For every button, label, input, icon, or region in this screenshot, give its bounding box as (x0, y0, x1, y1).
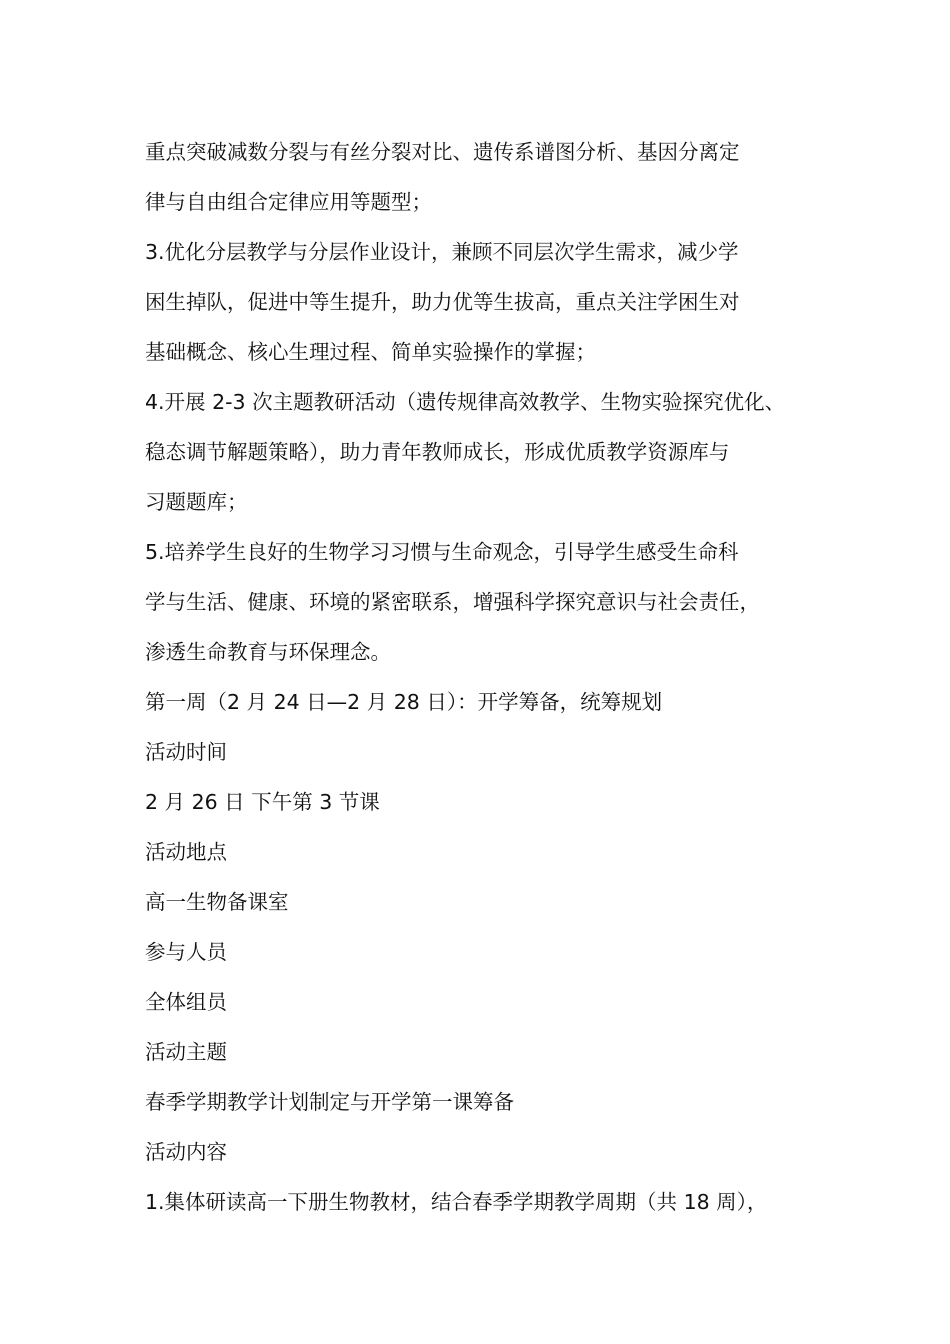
text-line: 习题题库； (145, 490, 248, 514)
text-line: 律与自由组合定律应用等题型； (145, 190, 432, 214)
text-line: 学与生活、健康、环境的紧密联系，增强科学探究意识与社会责任， (145, 590, 760, 614)
document-body (145, 127, 825, 1227)
text-line: 3.优化分层教学与分层作业设计，兼顾不同层次学生需求，减少学 (145, 240, 739, 264)
field-value-time: 2 月 26 日 下午第 3 节课 (145, 790, 380, 814)
field-value-theme: 春季学期教学计划制定与开学第一课筹备 (145, 1090, 514, 1114)
text-line: 5.培养学生良好的生物学习习惯与生命观念，引导学生感受生命科 (145, 540, 739, 564)
field-label-participants: 参与人员 (145, 940, 227, 964)
field-label-theme: 活动主题 (145, 1040, 227, 1064)
week-heading: 第一周（2 月 24 日—2 月 28 日）：开学筹备，统筹规划 (145, 690, 663, 714)
field-value-location: 高一生物备课室 (145, 890, 289, 914)
text-line: 重点突破减数分裂与有丝分裂对比、遗传系谱图分析、基因分离定 (145, 140, 740, 164)
field-label-location: 活动地点 (145, 840, 227, 864)
text-line: 基础概念、核心生理过程、简单实验操作的掌握； (145, 340, 596, 364)
text-line: 4.开展 2-3 次主题教研活动（遗传规律高效教学、生物实验探究优化、 (145, 390, 786, 414)
text-line: 稳态调节解题策略），助力青年教师成长，形成优质教学资源库与 (145, 440, 730, 464)
field-value-participants: 全体组员 (145, 990, 227, 1014)
text-line: 困生掉队，促进中等生提升，助力优等生拔高，重点关注学困生对 (145, 290, 740, 314)
text-line: 渗透生命教育与环保理念。 (145, 640, 391, 664)
text-line: 1.集体研读高一下册生物教材，结合春季学期教学周期（共 18 周）， (145, 1190, 768, 1214)
field-label-content: 活动内容 (145, 1140, 227, 1164)
field-label-time: 活动时间 (145, 740, 227, 764)
